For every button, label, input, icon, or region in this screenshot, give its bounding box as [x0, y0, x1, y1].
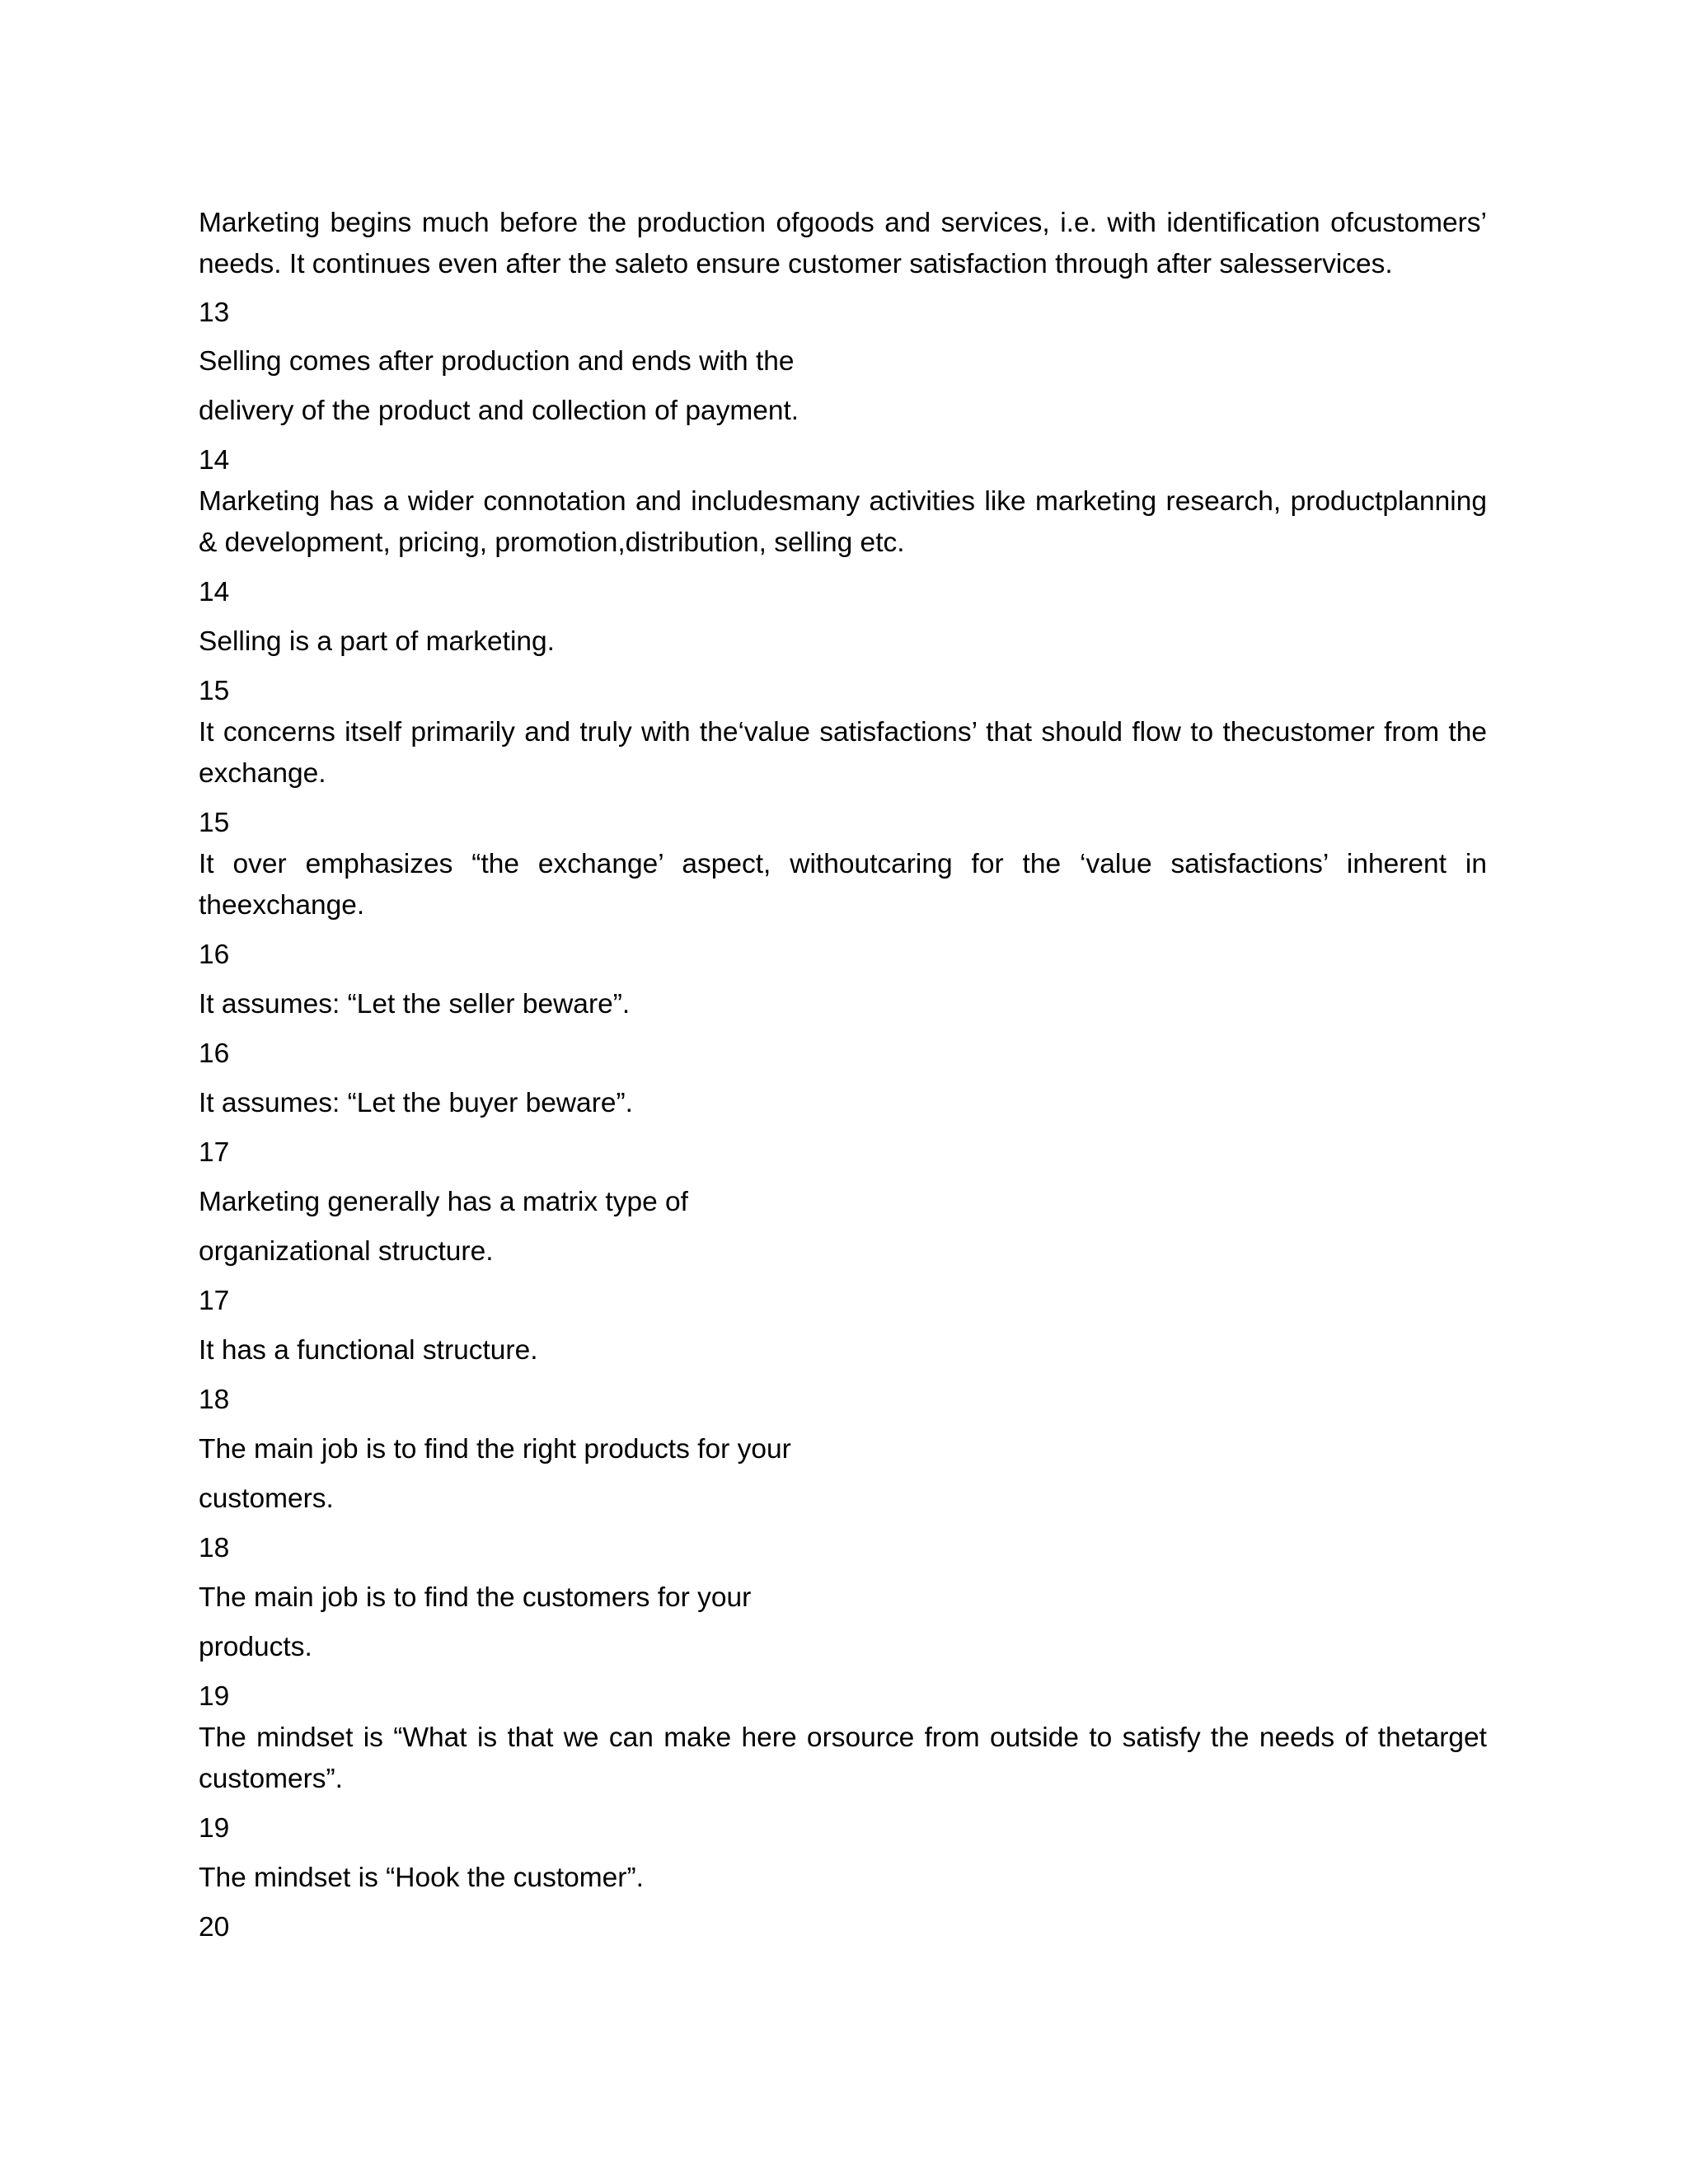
paragraph: It assumes: “Let the seller beware”.	[199, 989, 631, 1019]
item-number: 14	[199, 445, 230, 476]
paragraph: delivery of the product and collection of payment.	[199, 396, 799, 426]
paragraph: products.	[199, 1632, 312, 1662]
item-number: 18	[199, 1385, 230, 1415]
paragraph: Marketing begins much before the production ofgoods and services, i.e. with identification ofcustomers’ needs. It continues even after the saleto ensure customer satisfaction through after salesservices.	[199, 208, 1487, 279]
paragraph: It concerns itself primarily and truly with the‘value satisfactions’ that should flow to thecustomer from the exchange.	[199, 717, 1487, 789]
paragraph: Selling is a part of marketing.	[199, 626, 555, 657]
item-number: 20	[199, 1912, 230, 1943]
paragraph: The mindset is “What is that we can make here orsource from outside to satisfy the needs of thetarget customers”.	[199, 1722, 1487, 1794]
paragraph: customers.	[199, 1483, 334, 1514]
paragraph: The mindset is “Hook the customer”.	[199, 1863, 644, 1893]
item-number: 16	[199, 940, 230, 970]
item-number: 15	[199, 808, 230, 838]
paragraph: organizational structure.	[199, 1236, 494, 1267]
paragraph: The main job is to find the right products for your	[199, 1434, 791, 1465]
page-content	[199, 0, 1487, 2184]
item-number: 19	[199, 1813, 230, 1844]
paragraph: Marketing generally has a matrix type of	[199, 1187, 688, 1217]
paragraph: Marketing has a wider connotation and includesmany activities like marketing research, productplanning & development, pricing, promotion,distribution, selling etc.	[199, 486, 1487, 558]
item-number: 15	[199, 676, 230, 706]
paragraph: It over emphasizes “the exchange’ aspect, withoutcaring for the ‘value satisfactions’ inherent in theexchange.	[199, 849, 1487, 921]
item-number: 16	[199, 1038, 230, 1069]
paragraph: Selling comes after production and ends with the	[199, 346, 795, 377]
item-number: 13	[199, 298, 230, 328]
item-number: 19	[199, 1681, 230, 1712]
paragraph: The main job is to find the customers for your	[199, 1582, 752, 1613]
item-number: 17	[199, 1286, 230, 1316]
paragraph: It has a functional structure.	[199, 1335, 538, 1366]
item-number: 17	[199, 1137, 230, 1168]
item-number: 18	[199, 1533, 230, 1563]
paragraph: It assumes: “Let the buyer beware”.	[199, 1088, 633, 1118]
item-number: 14	[199, 577, 230, 607]
